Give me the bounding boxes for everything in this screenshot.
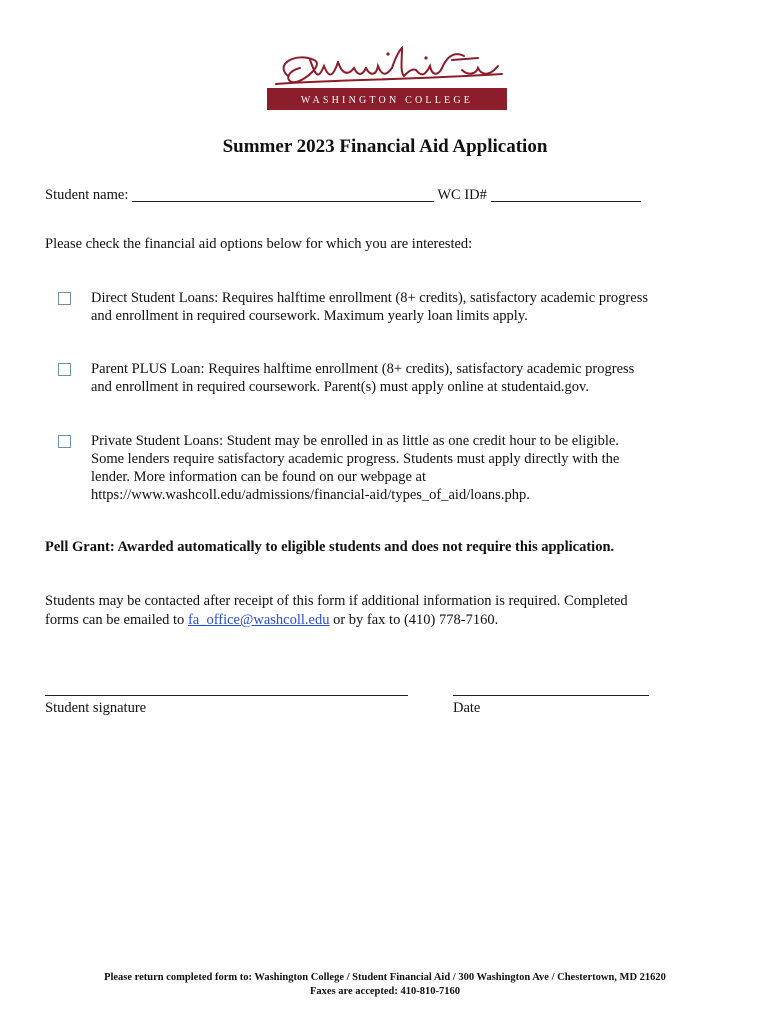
student-name-field[interactable] bbox=[132, 200, 434, 202]
contact-text: or by fax to (410) 778-7160. bbox=[329, 612, 499, 628]
contact-line-1: Students may be contacted after receipt of this form if additional information is required. Completed bbox=[45, 593, 628, 609]
option-line: Parent PLUS Loan: Requires halftime enrollment (8+ credits), satisfactory academic progress bbox=[91, 361, 635, 377]
email-link[interactable]: fa_office@washcoll.edu bbox=[187, 612, 330, 628]
footer bbox=[0, 971, 770, 999]
contact-text: forms can be emailed to bbox=[45, 612, 188, 628]
private-loans-description bbox=[91, 432, 691, 504]
pell-grant-note: Pell Grant: Awarded automatically to eligible students and does not require this application. bbox=[45, 539, 615, 555]
parent-plus-checkbox[interactable] bbox=[58, 363, 71, 376]
contact-paragraph bbox=[45, 592, 695, 630]
option-line: and enrollment in required coursework. Parent(s) must apply online at studentaid.gov. bbox=[91, 379, 589, 395]
student-name-label: Student name: bbox=[45, 187, 129, 203]
wc-id-label: WC ID# bbox=[437, 187, 487, 203]
date-label: Date bbox=[453, 700, 481, 716]
student-signature-label: Student signature bbox=[45, 700, 147, 716]
wc-id-field[interactable] bbox=[491, 200, 641, 202]
student-signature-field[interactable] bbox=[45, 695, 408, 696]
logo-banner-text: WASHINGTON COLLEGE bbox=[300, 95, 474, 106]
student-info-line bbox=[45, 187, 641, 204]
option-line: and enrollment in required coursework. Maximum yearly loan limits apply. bbox=[91, 308, 528, 324]
parent-plus-description bbox=[91, 360, 691, 396]
option-line: Private Student Loans: Student may be enrolled in as little as one credit hour to be eligible. bbox=[91, 433, 619, 449]
page-title: Summer 2023 Financial Aid Application bbox=[222, 136, 548, 157]
footer-fax: Faxes are accepted: 410-810-7160 bbox=[310, 986, 460, 997]
direct-loans-description bbox=[91, 289, 691, 325]
direct-loans-checkbox[interactable] bbox=[58, 292, 71, 305]
instructions-text: Please check the financial aid options below for which you are interested: bbox=[45, 236, 473, 252]
private-loans-checkbox[interactable] bbox=[58, 435, 71, 448]
option-line: Direct Student Loans: Requires halftime enrollment (8+ credits), satisfactory academic progress bbox=[91, 290, 648, 306]
option-line: lender. More information can be found on our webpage at bbox=[91, 469, 427, 485]
washington-college-logo bbox=[266, 46, 508, 112]
footer-address: Please return completed form to: Washington College / Student Financial Aid / 300 Washington Ave / Chestertown, MD 21620 bbox=[104, 972, 666, 983]
option-line: https://www.washcoll.edu/admissions/financial-aid/types_of_aid/loans.php. bbox=[91, 487, 530, 503]
contact-line-2 bbox=[45, 611, 695, 630]
option-line: Some lenders require satisfactory academic progress. Students must apply directly with the bbox=[91, 451, 620, 467]
date-field[interactable] bbox=[453, 695, 649, 696]
